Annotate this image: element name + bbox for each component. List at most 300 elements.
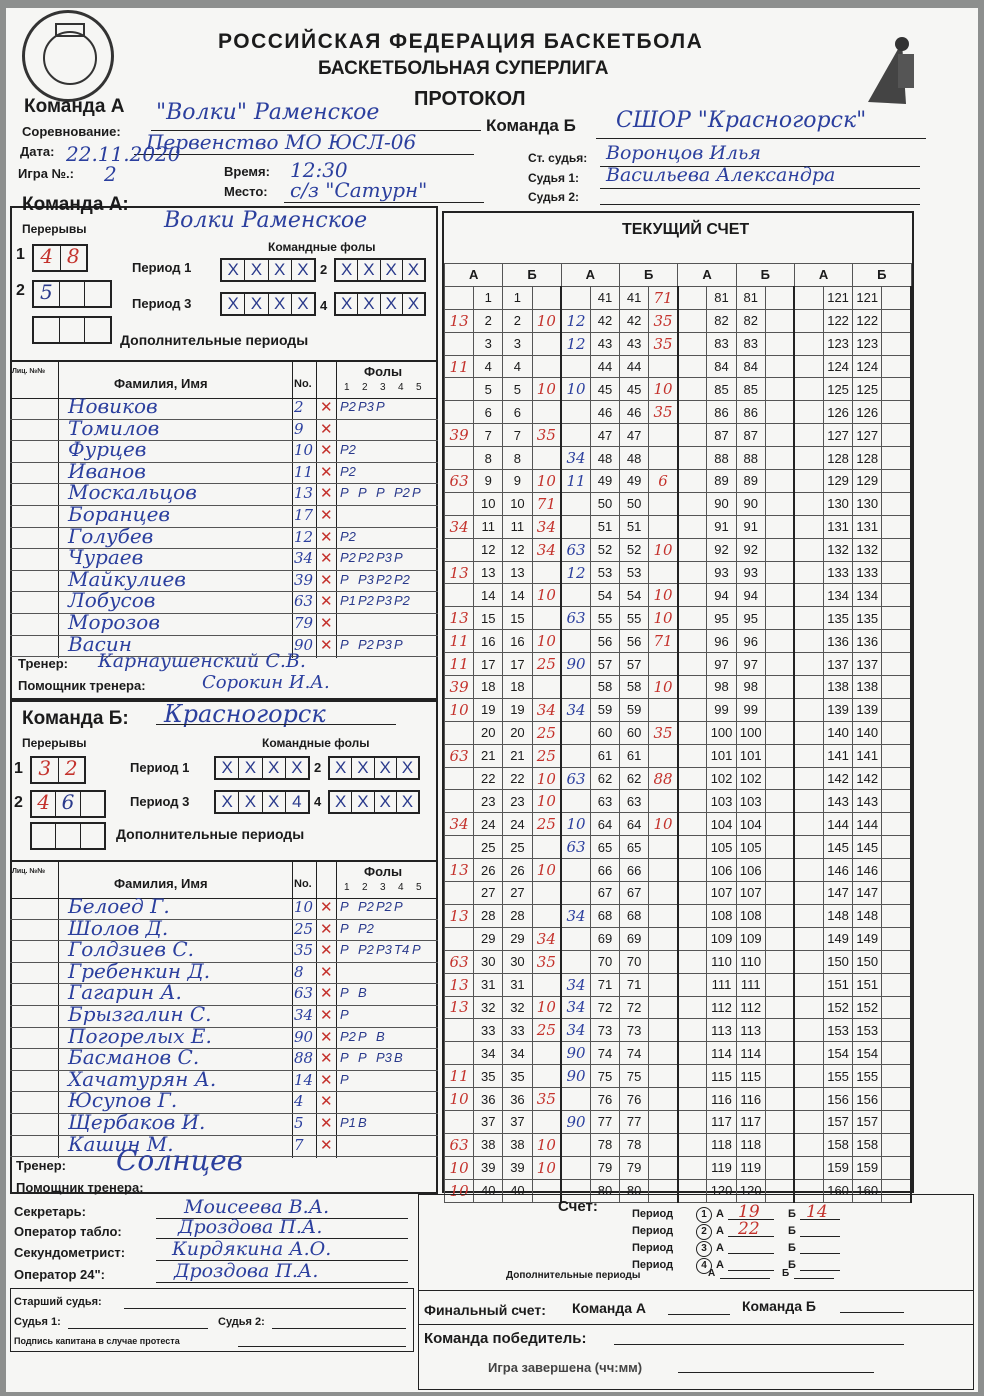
team-a-scorer-cell <box>678 492 707 515</box>
team-b-point-cell: 131 <box>853 515 882 538</box>
team-a-point-cell: 111 <box>707 973 736 996</box>
team-b-scorer-cell: 88 <box>649 767 678 790</box>
team-b-scorer-cell: 10 <box>532 309 561 332</box>
team-b-point-cell: 62 <box>620 767 649 790</box>
team-a-scorer-cell: 12 <box>561 309 590 332</box>
team-b-scorer-cell <box>882 561 911 584</box>
team-b-point-cell: 54 <box>620 584 649 607</box>
venue-value: с/з "Сатурн" <box>290 178 428 202</box>
score-row <box>445 836 912 859</box>
team-b-point-cell: 28 <box>503 904 532 927</box>
team-a-scorer-cell <box>678 378 707 401</box>
team-b-title: Команда Б: <box>22 708 129 729</box>
score-row <box>445 1042 912 1065</box>
team-b-point-cell: 27 <box>503 882 532 905</box>
team-b-point-cell: 122 <box>853 309 882 332</box>
team-a-scorer-cell <box>678 653 707 676</box>
team-b-point-cell: 75 <box>620 1065 649 1088</box>
team-a-scorer-cell <box>561 744 590 767</box>
team-a-fouls-p1: X X X X <box>220 258 316 282</box>
team-b-scorer-cell: 10 <box>649 813 678 836</box>
foul-mark: P <box>340 985 349 1001</box>
score-col-header: Б <box>736 264 794 287</box>
team-b-point-cell: 91 <box>736 515 765 538</box>
team-a-scorer-cell <box>794 996 823 1019</box>
starter-mark-icon: ✕ <box>320 920 333 938</box>
team-b-point-cell: 51 <box>620 515 649 538</box>
starter-mark-icon: ✕ <box>320 1028 333 1046</box>
foul-mark: P2 <box>340 399 356 414</box>
team-a-scorer-cell <box>678 676 707 699</box>
team-a-scorer-cell <box>794 378 823 401</box>
team-a-scorer-cell <box>561 401 590 424</box>
foul-mark: P2 <box>358 593 374 609</box>
team-b-scorer-cell <box>765 653 794 676</box>
score-row <box>445 1065 912 1088</box>
team-a-point-cell: 116 <box>707 1088 736 1111</box>
team-b-scorer-cell: 34 <box>532 515 561 538</box>
team-a-point-cell: 113 <box>707 1019 736 1042</box>
team-b-point-cell: 132 <box>853 538 882 561</box>
federation-title: РОССИЙСКАЯ ФЕДЕРАЦИЯ БАСКЕТБОЛА <box>218 30 704 53</box>
team-a-point-cell: 86 <box>707 401 736 424</box>
team-b-point-cell: 160 <box>853 1179 882 1202</box>
team-b-point-cell: 33 <box>503 1019 532 1042</box>
team-a-point-cell: 103 <box>707 790 736 813</box>
team-a-point-cell: 146 <box>823 859 852 882</box>
team-a-point-cell: 53 <box>590 561 619 584</box>
team-a-point-cell: 28 <box>474 904 503 927</box>
team-b-scorer-cell: 10 <box>532 996 561 1019</box>
team-a-point-cell: 61 <box>590 744 619 767</box>
player-number: 12 <box>294 527 314 546</box>
period-4-number: 4 <box>320 298 328 313</box>
player-number: 8 <box>294 962 304 981</box>
team-a-point-cell: 119 <box>707 1156 736 1179</box>
team-a-scorer-cell <box>794 355 823 378</box>
team-b-point-cell: 154 <box>853 1042 882 1065</box>
score-row <box>445 676 912 699</box>
team-b-point-cell: 10 <box>503 492 532 515</box>
player-name: Чураев <box>68 545 144 570</box>
starter-mark-icon: ✕ <box>320 550 333 568</box>
team-a-point-cell: 123 <box>823 332 852 355</box>
team-a-scorer-cell <box>678 561 707 584</box>
foul-mark: P <box>340 636 349 652</box>
team-b-scorer-cell <box>649 859 678 882</box>
team-b-point-cell: 156 <box>853 1088 882 1111</box>
team-a-scorer-cell: 63 <box>445 744 474 767</box>
foul-mark: P2 <box>376 571 392 587</box>
team-b-point-cell: 123 <box>853 332 882 355</box>
game-no-label: Игра №.: <box>18 166 74 181</box>
timeout-value: 6 <box>56 792 80 816</box>
team-b-scorer-cell <box>649 1133 678 1156</box>
team-b-scorer-cell <box>882 1110 911 1133</box>
team-a-point-cell: 78 <box>590 1133 619 1156</box>
period-a-letter: А <box>716 1225 724 1237</box>
team-b-coach-label: Тренер: <box>16 1158 66 1173</box>
team-b-point-cell: 103 <box>736 790 765 813</box>
team-a-scorer-cell: 11 <box>561 470 590 493</box>
team-b-scorer-cell <box>532 355 561 378</box>
team-a-point-cell: 155 <box>823 1065 852 1088</box>
team-a-scorer-cell <box>678 355 707 378</box>
team-b-point-cell: 110 <box>736 950 765 973</box>
team-a-scorer-cell <box>678 927 707 950</box>
team-b-scorer-cell <box>882 1065 911 1088</box>
team-b-point-cell: 121 <box>853 286 882 309</box>
score-row <box>445 309 912 332</box>
team-b-point-cell: 53 <box>620 561 649 584</box>
foul-mark: P <box>394 899 403 914</box>
team-b-point-cell: 13 <box>503 561 532 584</box>
team-a-point-cell: 46 <box>590 401 619 424</box>
team-a-scorer-cell <box>794 676 823 699</box>
foul-mark: P <box>340 899 349 914</box>
team-b-point-cell: 145 <box>853 836 882 859</box>
team-b-scorer-cell: 10 <box>532 767 561 790</box>
score-row <box>445 927 912 950</box>
team-b-point-cell: 1 <box>503 286 532 309</box>
team-a-coach-label: Тренер: <box>18 656 68 671</box>
team-b-point-cell: 14 <box>503 584 532 607</box>
team-a-scorer-cell: 11 <box>445 630 474 653</box>
team-a-scorer-cell <box>794 447 823 470</box>
timer-label: Секундометрист: <box>14 1245 126 1260</box>
team-a-scorer-cell <box>445 882 474 905</box>
team-b-point-cell: 60 <box>620 721 649 744</box>
foul-number: 4 <box>398 882 404 893</box>
team-b-scorer-cell <box>882 950 911 973</box>
team-b-scorer-cell <box>649 447 678 470</box>
team-a-point-cell: 140 <box>823 721 852 744</box>
team-b-scorer-cell <box>649 744 678 767</box>
protocol-sheet <box>6 8 978 1392</box>
team-b-point-cell: 120 <box>736 1179 765 1202</box>
team-a-scorer-cell <box>445 332 474 355</box>
team-b-scorer-cell <box>882 470 911 493</box>
team-a-scorer-cell <box>678 584 707 607</box>
score-row <box>445 424 912 447</box>
player-number: 35 <box>294 941 314 960</box>
foul-mark: P <box>376 485 385 501</box>
team-a-point-cell: 125 <box>823 378 852 401</box>
team-b-scorer-cell <box>882 790 911 813</box>
team-a-point-cell: 77 <box>590 1110 619 1133</box>
team-b-scorer-cell: 25 <box>532 813 561 836</box>
team-a-point-cell: 7 <box>474 424 503 447</box>
final-score-label: Финальный счет: <box>424 1302 546 1318</box>
team-a-scorer-cell <box>678 309 707 332</box>
team-a-scorer-cell <box>794 950 823 973</box>
team-b-point-cell: 47 <box>620 424 649 447</box>
team-b-scorer-cell <box>649 1042 678 1065</box>
team-b-scorer-cell <box>882 607 911 630</box>
team-a-scorer-cell: 63 <box>445 1133 474 1156</box>
team-b-point-cell: 57 <box>620 653 649 676</box>
team-a-coach: Карнаушенский С.В. <box>98 650 306 672</box>
team-a-team-fouls-label: Командные фолы <box>268 240 376 254</box>
team-a-scorer-cell <box>561 1133 590 1156</box>
team-a-scorer-cell <box>794 882 823 905</box>
foul-number: 5 <box>416 882 422 893</box>
team-b-point-cell: 9 <box>503 470 532 493</box>
team-a-point-cell: 80 <box>590 1179 619 1202</box>
team-b-point-cell: 23 <box>503 790 532 813</box>
team-a-point-cell: 22 <box>474 767 503 790</box>
shot-clock-value: Дроздова П.А. <box>174 1260 319 1282</box>
team-a-point-cell: 122 <box>823 309 852 332</box>
team-b-scorer-cell <box>649 790 678 813</box>
team-b-scorer-cell <box>649 1065 678 1088</box>
starter-mark-icon: ✕ <box>320 442 333 460</box>
team-b-name: СШОР "Красногорск" <box>616 108 867 133</box>
team-b-scorer-cell <box>532 904 561 927</box>
team-a-point-cell: 144 <box>823 813 852 836</box>
team-b-point-cell: 118 <box>736 1133 765 1156</box>
team-a-scorer-cell <box>678 1110 707 1133</box>
score-row <box>445 744 912 767</box>
team-b-point-cell: 59 <box>620 698 649 721</box>
team-b-scorer-cell <box>765 424 794 447</box>
team-a-point-cell: 65 <box>590 836 619 859</box>
foul-mark: P3 <box>376 942 392 958</box>
team-b-point-cell: 67 <box>620 882 649 905</box>
team-b-point-cell: 150 <box>853 950 882 973</box>
foul-mark: P2 <box>340 463 356 479</box>
game-end-label: Игра завершена (чч:мм) <box>488 1360 643 1375</box>
team-b-scorer-cell <box>649 653 678 676</box>
team-a-point-cell: 118 <box>707 1133 736 1156</box>
team-b-point-cell: 46 <box>620 401 649 424</box>
team-b-scorer-cell <box>882 1019 911 1042</box>
team-a-point-cell: 96 <box>707 630 736 653</box>
team-b-scorer-cell <box>882 653 911 676</box>
team-a-point-cell: 42 <box>590 309 619 332</box>
team-a-point-cell: 36 <box>474 1088 503 1111</box>
foul-mark: P <box>340 942 349 958</box>
period-2-number: 2 <box>320 262 328 277</box>
foul-mark: P <box>412 485 421 501</box>
team-a-point-cell: 145 <box>823 836 852 859</box>
team-a-point-cell: 30 <box>474 950 503 973</box>
team-b-point-cell: 146 <box>853 859 882 882</box>
player-number: 63 <box>294 984 314 1003</box>
team-b-point-cell: 5 <box>503 378 532 401</box>
team-b-scorer-cell: 10 <box>532 790 561 813</box>
team-b-point-cell: 128 <box>853 447 882 470</box>
foul-number: 1 <box>344 382 350 393</box>
timer-value: Кирдякина А.О. <box>172 1238 332 1260</box>
team-b-point-cell: 101 <box>736 744 765 767</box>
team-a-scorer-cell: 13 <box>445 309 474 332</box>
score-row <box>445 813 912 836</box>
team-a-point-cell: 114 <box>707 1042 736 1065</box>
team-a-scorer-cell: 63 <box>445 950 474 973</box>
team-a-point-cell: 2 <box>474 309 503 332</box>
team-b-scorer-cell: 10 <box>532 1156 561 1179</box>
player-number: 2 <box>294 398 304 416</box>
team-a-scorer-cell <box>445 401 474 424</box>
shot-clock-label: Оператор 24": <box>14 1267 106 1282</box>
team-a-scorer-cell <box>678 698 707 721</box>
team-b-point-cell: 63 <box>620 790 649 813</box>
foul-mark: P2 <box>358 920 374 936</box>
team-b-scorer-cell: 35 <box>532 950 561 973</box>
foul-mark: P <box>340 485 349 501</box>
team-b-scorer-cell <box>765 515 794 538</box>
team-a-scorer-cell: 34 <box>561 1019 590 1042</box>
team-b-point-cell: 71 <box>620 973 649 996</box>
team-b-point-cell: 58 <box>620 676 649 699</box>
team-b-point-cell: 29 <box>503 927 532 950</box>
team-a-point-cell: 68 <box>590 904 619 927</box>
team-a-scorer-cell <box>678 332 707 355</box>
team-b-scorer-cell <box>649 424 678 447</box>
team-a-scorer-cell <box>794 607 823 630</box>
team-a-scorer-cell: 13 <box>445 561 474 584</box>
team-a-point-cell: 90 <box>707 492 736 515</box>
foul-mark: P <box>358 1028 367 1044</box>
venue-label: Место: <box>224 184 268 199</box>
team-b-point-cell: 133 <box>853 561 882 584</box>
roster-fouls-header: Фолы <box>364 364 403 379</box>
starter-mark-icon: ✕ <box>320 899 333 916</box>
team-b-scorer-cell <box>649 1088 678 1111</box>
team-a-point-cell: 8 <box>474 447 503 470</box>
foul-number: 4 <box>398 382 404 393</box>
player-number: 25 <box>294 919 314 938</box>
team-b-scorer-cell <box>882 424 911 447</box>
team-b-scorer-cell <box>882 378 911 401</box>
team-b-scorer-cell: 71 <box>532 492 561 515</box>
team-a-point-cell: 142 <box>823 767 852 790</box>
starter-mark-icon: ✕ <box>320 1136 333 1154</box>
team-b-point-cell: 102 <box>736 767 765 790</box>
team-b-scorer-cell <box>765 1065 794 1088</box>
team-a-scorer-cell <box>794 630 823 653</box>
team-a-point-cell: 48 <box>590 447 619 470</box>
team-a-scorer-cell <box>794 767 823 790</box>
foul-mark: B <box>394 1050 403 1066</box>
team-b-point-cell: 105 <box>736 836 765 859</box>
team-a-point-cell: 76 <box>590 1088 619 1111</box>
team-a-point-cell: 102 <box>707 767 736 790</box>
team-a-point-cell: 159 <box>823 1156 852 1179</box>
team-b-point-cell: 97 <box>736 653 765 676</box>
score-row <box>445 973 912 996</box>
team-a-point-cell: 160 <box>823 1179 852 1202</box>
team-b-scorer-cell <box>765 355 794 378</box>
team-a-point-cell: 97 <box>707 653 736 676</box>
team-a-point-cell: 50 <box>590 492 619 515</box>
team-a-point-cell: 98 <box>707 676 736 699</box>
team-a-scorer-cell: 11 <box>445 1065 474 1088</box>
period-3-label: Период 3 <box>132 296 192 311</box>
team-b-point-cell: 66 <box>620 859 649 882</box>
team-b-point-cell: 124 <box>853 355 882 378</box>
team-b-point-cell: 61 <box>620 744 649 767</box>
team-b-scorer-cell <box>882 309 911 332</box>
team-a-scorer-cell <box>678 470 707 493</box>
team-a-scorer-cell: 90 <box>561 1065 590 1088</box>
team-a-scorer-cell <box>678 515 707 538</box>
period-4-number: 4 <box>314 794 322 809</box>
team-a-scorer-cell: 39 <box>445 424 474 447</box>
team-b-scorer-cell <box>882 927 911 950</box>
team-a-scorer-cell <box>794 744 823 767</box>
team-b-scorer-cell <box>765 996 794 1019</box>
team-b-point-cell: 89 <box>736 470 765 493</box>
score-col-header: А <box>678 264 736 287</box>
team-a-scorer-cell: 10 <box>561 813 590 836</box>
team-a-point-cell: 41 <box>590 286 619 309</box>
umpire1-label: Судья 1: <box>528 171 580 185</box>
team-b-scorer-cell <box>882 332 911 355</box>
team-a-scorer-cell <box>794 332 823 355</box>
team-a-point-cell: 131 <box>823 515 852 538</box>
player-name: Фурцев <box>68 437 147 462</box>
team-a-point-cell: 44 <box>590 355 619 378</box>
team-a-point-cell: 137 <box>823 653 852 676</box>
period-1-label: Период 1 <box>132 260 192 275</box>
date-label: Дата: <box>20 144 55 159</box>
player-name: Москальцов <box>68 480 197 505</box>
team-b-point-cell: 70 <box>620 950 649 973</box>
team-a-scorer-cell: 34 <box>561 447 590 470</box>
team-b-point-cell: 8 <box>503 447 532 470</box>
team-b-scorer-cell <box>882 492 911 515</box>
team-b-point-cell: 41 <box>620 286 649 309</box>
team-a-scorer-cell <box>794 1065 823 1088</box>
team-a-point-cell: 101 <box>707 744 736 767</box>
team-a-point-cell: 147 <box>823 882 852 905</box>
team-b-scorer-cell: 71 <box>649 630 678 653</box>
team-a-scorer-cell: 10 <box>445 1179 474 1202</box>
team-a-point-cell: 18 <box>474 676 503 699</box>
score-row <box>445 470 912 493</box>
team-a-point-cell: 120 <box>707 1179 736 1202</box>
team-b-scorer-cell: 10 <box>649 676 678 699</box>
foul-mark: P3 <box>376 636 392 652</box>
date-value: 22.11.2020 <box>66 142 181 166</box>
roster-lic-header: Лиц. №№ <box>12 368 46 375</box>
team-b-scorer-cell: 71 <box>649 286 678 309</box>
foul-number: 3 <box>380 882 386 893</box>
team-a-scorer-cell <box>678 1156 707 1179</box>
team-a-point-cell: 136 <box>823 630 852 653</box>
team-b-point-cell: 86 <box>736 401 765 424</box>
team-a-point-cell: 132 <box>823 538 852 561</box>
player-number: 10 <box>294 441 314 460</box>
team-a-point-cell: 104 <box>707 813 736 836</box>
extra-a-letter: А <box>708 1268 716 1279</box>
team-a-point-cell: 21 <box>474 744 503 767</box>
team-b-scorer-cell <box>765 904 794 927</box>
score-row <box>445 630 912 653</box>
team-b-point-cell: 78 <box>620 1133 649 1156</box>
team-b-scorer-cell: 10 <box>649 538 678 561</box>
team-a-scorer-cell <box>678 904 707 927</box>
team-b-scorer-cell <box>765 882 794 905</box>
team-a-point-cell: 129 <box>823 470 852 493</box>
team-a-point-cell: 70 <box>590 950 619 973</box>
team-a-scorer-cell <box>794 492 823 515</box>
team-a-scorer-cell: 12 <box>561 332 590 355</box>
team-a-scorer-cell <box>678 1133 707 1156</box>
team-a-point-cell: 24 <box>474 813 503 836</box>
